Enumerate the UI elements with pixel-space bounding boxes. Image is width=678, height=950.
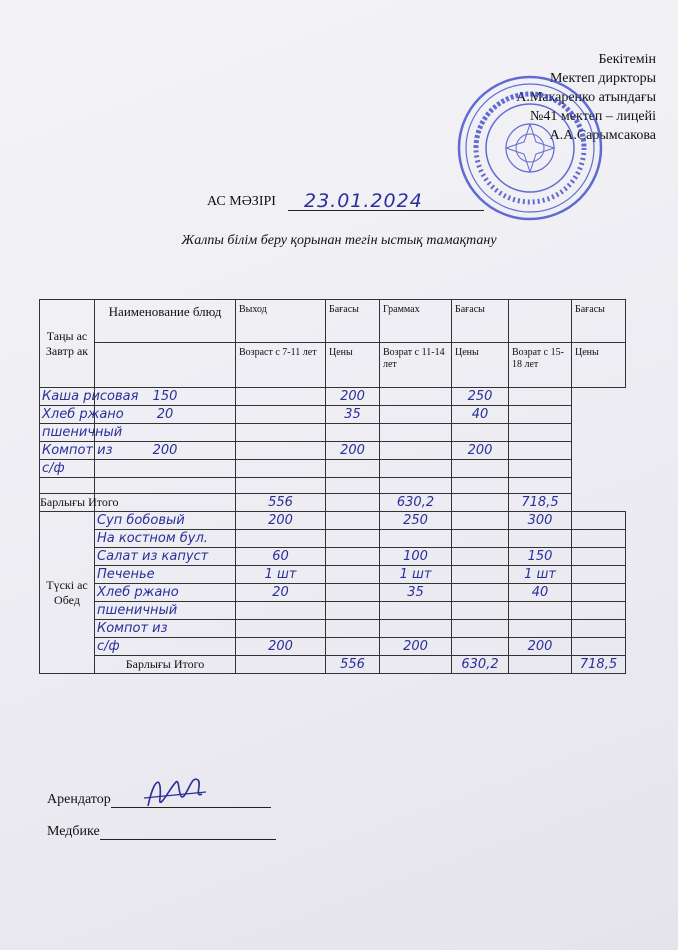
- price-cell: [452, 638, 509, 656]
- amount-7-11: [95, 478, 236, 494]
- table-row: [40, 602, 626, 620]
- amount-7-11: 60: [236, 548, 326, 566]
- approval-line: Мектеп диркторы: [550, 71, 656, 86]
- amount-15-18: 200: [509, 638, 572, 656]
- amount-15-18: 200: [452, 442, 509, 460]
- price-cell: [326, 584, 380, 602]
- amount-15-18: [509, 620, 572, 638]
- amount-11-14: 200: [380, 638, 452, 656]
- price-cell: [509, 406, 572, 424]
- price-cell: [572, 566, 626, 584]
- official-stamp: [456, 74, 604, 222]
- menu-table: [39, 299, 626, 674]
- price-cell: [572, 620, 626, 638]
- amount-15-18: [452, 478, 509, 494]
- price-cell: [452, 620, 509, 638]
- amount-7-11: [236, 530, 326, 548]
- amount-15-18: 40: [509, 584, 572, 602]
- prices-label: Цены: [572, 343, 626, 388]
- table-row: [40, 566, 626, 584]
- price-cell: [509, 388, 572, 406]
- table-row: [40, 584, 626, 602]
- price-cell: [509, 478, 572, 494]
- amount-15-18: [452, 460, 509, 478]
- nurse-row: [47, 824, 276, 840]
- price-cell: [326, 530, 380, 548]
- price-cell: [509, 460, 572, 478]
- amount-11-14: [326, 460, 380, 478]
- amount-11-14: 35: [326, 406, 380, 424]
- dish-name: Хлеб ржано: [95, 584, 236, 602]
- price-cell: [326, 566, 380, 584]
- nurse-label: Медбике: [47, 824, 100, 839]
- dish-name: Компот из: [95, 620, 236, 638]
- menu-subtitle: Жалпы білім беру қорынан тегін ыстық тамақтану: [181, 233, 497, 248]
- amount-15-18: [452, 424, 509, 442]
- table-row: [40, 512, 626, 530]
- amount-7-11: 1 шт: [236, 566, 326, 584]
- dish-name: Хлеб ржано: [40, 406, 95, 424]
- table-row: [40, 460, 626, 478]
- dish-name: [40, 478, 95, 494]
- header-empty: [509, 300, 572, 343]
- table-row: [40, 406, 626, 424]
- table-row: [40, 548, 626, 566]
- price-cell: [326, 602, 380, 620]
- price-cell: [509, 424, 572, 442]
- price-cell: [572, 602, 626, 620]
- amount-11-14: 200: [326, 442, 380, 460]
- table-row: [40, 442, 626, 460]
- approval-line: №41 мектеп – лицейі: [530, 109, 656, 124]
- header-bagasy: Бағасы: [452, 300, 509, 343]
- price-cell: [380, 388, 452, 406]
- table-row: [40, 620, 626, 638]
- total-row: [40, 494, 626, 512]
- total-row: [40, 656, 626, 674]
- amount-11-14: [380, 620, 452, 638]
- age-11-14: Возрат с 11-14 лет: [380, 343, 452, 388]
- price-cell: [236, 478, 326, 494]
- total-empty: [236, 656, 326, 674]
- age-7-11: Возраст с 7-11 лет: [236, 343, 326, 388]
- age-row: [40, 343, 626, 388]
- prices-label: Цены: [452, 343, 509, 388]
- header-row: [40, 300, 626, 343]
- price-cell: [452, 584, 509, 602]
- amount-15-18: 40: [452, 406, 509, 424]
- amount-15-18: [509, 530, 572, 548]
- table-row: [40, 388, 626, 406]
- dish-name: На костном бул.: [95, 530, 236, 548]
- dish-name: с/ф: [95, 638, 236, 656]
- approval-line: А.Макаренко атындағы: [516, 90, 656, 105]
- header-grammah: Граммах: [380, 300, 452, 343]
- amount-11-14: 250: [380, 512, 452, 530]
- dish-name: пшеничный: [95, 602, 236, 620]
- price-cell: [236, 442, 326, 460]
- amount-15-18: 1 шт: [509, 566, 572, 584]
- price-cell: [326, 638, 380, 656]
- amount-11-14: 100: [380, 548, 452, 566]
- price-cell: [326, 512, 380, 530]
- total-11-14: 630,2: [380, 494, 452, 512]
- price-cell: [236, 460, 326, 478]
- total-7-11: 556: [326, 656, 380, 674]
- approval-line: Бекітемін: [598, 52, 656, 67]
- menu-date: 23.01.2024: [304, 190, 423, 212]
- total-15-18: 718,5: [509, 494, 572, 512]
- amount-11-14: [326, 424, 380, 442]
- price-cell: [572, 512, 626, 530]
- total-label: Барлығы Итого: [95, 656, 236, 674]
- price-cell: [452, 566, 509, 584]
- total-15-18: 718,5: [572, 656, 626, 674]
- price-cell: [380, 442, 452, 460]
- price-cell: [572, 548, 626, 566]
- total-7-11: 556: [236, 494, 326, 512]
- amount-11-14: [380, 530, 452, 548]
- dish-name: Компот из: [40, 442, 95, 460]
- amount-7-11: 200: [95, 442, 236, 460]
- header-bagasy: Бағасы: [326, 300, 380, 343]
- amount-7-11: [95, 460, 236, 478]
- dish-name: Печенье: [95, 566, 236, 584]
- price-cell: [452, 530, 509, 548]
- approval-line: А.А.Сарымсакова: [549, 128, 656, 143]
- total-label: Барлығы Итого: [40, 494, 95, 512]
- amount-7-11: 150: [95, 388, 236, 406]
- lunch-label: Түскі ас Обед: [40, 512, 95, 674]
- price-cell: [572, 584, 626, 602]
- dish-name: Каша рисовая: [40, 388, 95, 406]
- total-11-14: 630,2: [452, 656, 509, 674]
- dish-name: с/ф: [40, 460, 95, 478]
- amount-11-14: [380, 602, 452, 620]
- amount-15-18: 150: [509, 548, 572, 566]
- amount-15-18: 250: [452, 388, 509, 406]
- price-cell: [326, 548, 380, 566]
- price-cell: [509, 442, 572, 460]
- amount-11-14: 35: [380, 584, 452, 602]
- amount-11-14: 1 шт: [380, 566, 452, 584]
- price-cell: [236, 406, 326, 424]
- price-cell: [380, 406, 452, 424]
- table-row: [40, 530, 626, 548]
- price-cell: [380, 424, 452, 442]
- price-cell: [236, 388, 326, 406]
- header-name: Наименование блюд: [95, 300, 236, 343]
- price-cell: [572, 530, 626, 548]
- amount-7-11: 20: [236, 584, 326, 602]
- price-cell: [452, 512, 509, 530]
- table-row: [40, 638, 626, 656]
- total-empty: [509, 656, 572, 674]
- dish-name: Суп бобовый: [95, 512, 236, 530]
- price-cell: [236, 424, 326, 442]
- menu-title: АС МӘЗІРІ: [207, 194, 276, 209]
- price-cell: [326, 620, 380, 638]
- amount-15-18: 300: [509, 512, 572, 530]
- header-bagasy: Бағасы: [572, 300, 626, 343]
- renter-label: Арендатор: [47, 792, 111, 807]
- amount-11-14: 200: [326, 388, 380, 406]
- dish-name: пшеничный: [40, 424, 95, 442]
- table-row: [40, 424, 626, 442]
- total-empty: [326, 494, 380, 512]
- header-vyhod: Выход: [236, 300, 326, 343]
- price-cell: [380, 460, 452, 478]
- price-cell: [452, 548, 509, 566]
- price-cell: [380, 478, 452, 494]
- age-15-18: Возрат с 15-18 лет: [509, 343, 572, 388]
- total-empty: [452, 494, 509, 512]
- amount-7-11: [236, 602, 326, 620]
- amount-15-18: [509, 602, 572, 620]
- renter-signature: [140, 768, 210, 818]
- dish-name: Салат из капуст: [95, 548, 236, 566]
- total-empty: [380, 656, 452, 674]
- price-cell: [572, 638, 626, 656]
- age-empty: [95, 343, 236, 388]
- amount-11-14: [326, 478, 380, 494]
- amount-7-11: 20: [95, 406, 236, 424]
- amount-7-11: [236, 620, 326, 638]
- amount-7-11: 200: [236, 512, 326, 530]
- breakfast-label: Таңы ас Завтр ак: [40, 300, 95, 388]
- price-cell: [452, 602, 509, 620]
- table-row: [40, 478, 626, 494]
- nurse-signature-line: [100, 839, 276, 840]
- amount-7-11: 200: [236, 638, 326, 656]
- prices-label: Цены: [326, 343, 380, 388]
